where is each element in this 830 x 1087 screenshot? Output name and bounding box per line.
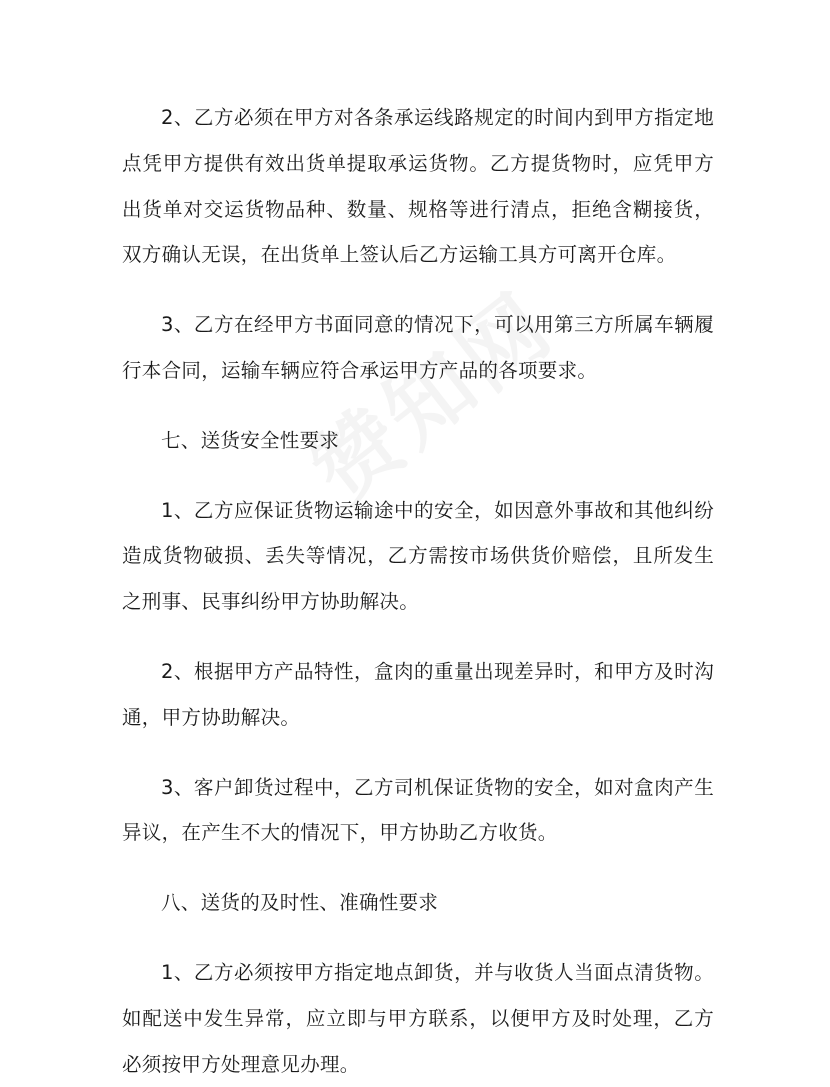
- paragraph-7-3: 3、客户卸货过程中，乙方司机保证货物的安全，如对盒肉产生异议，在产生不大的情况下，甲方协助乙方收货。: [122, 775, 714, 845]
- paragraph-2-pickup: 2、乙方必须在甲方对各条承运线路规定的时间内到甲方指定地点凭甲方提供有效出货单提取承运货物。乙方提货物时，应凭甲方出货单对交运货物品种、数量、规格等进行清点，拒绝含糊接货，双方确认无误，在出货单上签认后乙方运输工具方可离开仓库。: [122, 106, 714, 267]
- spacer: [122, 394, 714, 418]
- section-heading-8: 八、送货的及时性、准确性要求: [161, 891, 439, 915]
- spacer: [122, 625, 714, 649]
- spacer: [122, 741, 714, 765]
- paragraph-8-1: 1、乙方必须按甲方指定地点卸货，并与收货人当面点清货物。如配送中发生异常，应立即与甲方联系，以便甲方及时处理，乙方必须按甲方处理意见办理。: [122, 960, 714, 1076]
- spacer: [122, 856, 714, 880]
- paragraph-3-third-party: 3、乙方在经甲方书面同意的情况下，可以用第三方所属车辆履行本合同，运输车辆应符合承运甲方产品的各项要求。: [122, 313, 714, 382]
- paragraph-7-2: 2、根据甲方产品特性，盒肉的重量出现差异时，和甲方及时沟通，甲方协助解决。: [122, 659, 714, 729]
- document-body: [122, 95, 714, 1087]
- spacer: [122, 926, 714, 950]
- spacer: [122, 464, 714, 488]
- section-heading-7: 七、送货安全性要求: [161, 428, 340, 452]
- paragraph-7-1: 1、乙方应保证货物运输途中的安全，如因意外事故和其他纠纷造成货物破损、丢失等情况，乙方需按市场供货价赔偿，且所发生之刑事、民事纠纷甲方协助解决。: [122, 498, 714, 614]
- spacer: [122, 278, 714, 302]
